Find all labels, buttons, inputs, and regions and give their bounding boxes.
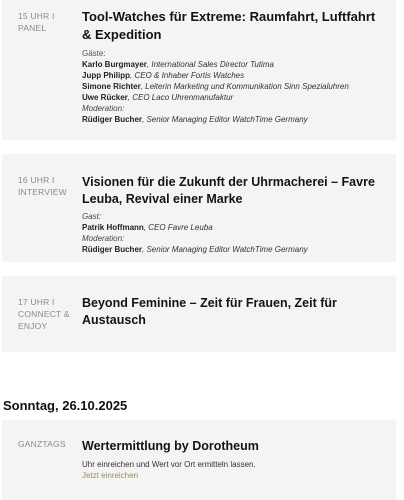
session-description: Uhr einreichen und Wert vor Ort ermitteln lassen. <box>82 460 256 469</box>
session-card-sunday <box>2 420 396 500</box>
guest-row: Simone Richter, Leiterin Marketing und Kommunikation Sinn Spezialuhren <box>82 82 349 91</box>
session-title: Visionen für die Zukunft der Uhrmacherei – Favre Leuba, Revival einer Marke <box>82 175 375 206</box>
session-time: GANZTAGS <box>18 439 66 449</box>
moderation-label: Moderation: <box>82 234 125 243</box>
guest-row: Patrik Hoffmann, CEO Favre Leuba <box>82 223 213 232</box>
day-heading: Sonntag, 26.10.2025 <box>3 398 128 413</box>
session-card-interview <box>2 154 396 262</box>
guests-label: Gast: <box>82 212 102 221</box>
session-time: 17 UHR I CONNECT & ENJOY <box>18 297 70 331</box>
submit-link[interactable]: Jetzt einreichen <box>82 471 139 480</box>
moderator-row: Rüdiger Bucher, Senior Managing Editor WatchTime Germany <box>82 115 308 124</box>
guest-row: Jupp Philipp, CEO & Inhaber Fortis Watches <box>82 71 245 80</box>
moderation-label: Moderation: <box>82 104 125 113</box>
guest-row: Uwe Rücker, CEO Laco Uhrenmanufaktur <box>82 93 234 102</box>
guest-row: Karlo Burgmayer, International Sales Director Tutima <box>82 60 274 69</box>
session-card-panel <box>2 0 396 140</box>
session-card-connect <box>2 276 396 352</box>
moderator-row: Rüdiger Bucher, Senior Managing Editor WatchTime Germany <box>82 245 308 254</box>
session-title: Beyond Feminine – Zeit für Frauen, Zeit für Austausch <box>82 296 337 327</box>
session-time: 15 UHR I PANEL <box>18 11 55 33</box>
session-title: Tool-Watches für Extreme: Raumfahrt, Luftfahrt & Expedition <box>82 9 376 42</box>
session-time: 16 UHR I INTERVIEW <box>18 175 67 197</box>
guests-label: Gäste: <box>82 49 106 58</box>
session-title: Wertermittlung by Dorotheum <box>82 439 259 453</box>
